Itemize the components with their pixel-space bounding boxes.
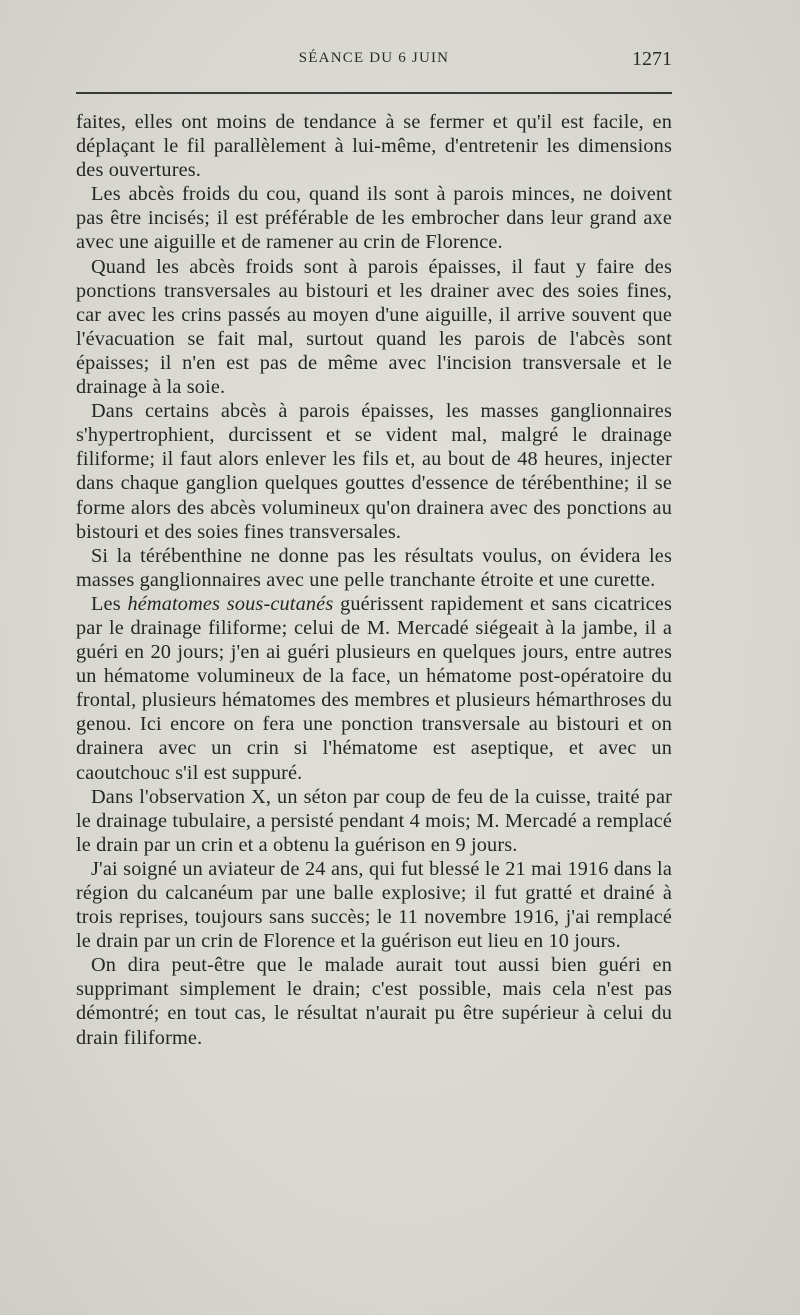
paragraph-aviator: J'ai soigné un aviateur de 24 ans, qui fut blessé le 21 mai 1916 dans la région du calcanéum par une balle explosive; il fut gratté et drainé à trois reprises, toujours sans succès; le 11 novembre 1916, j'ai remplacé le drain par un crin de Florence et la guérison eut lieu en 10 jours. (76, 857, 672, 953)
paragraph-thick-walled-abscess: Quand les abcès froids sont à parois épaisses, il faut y faire des ponctions transversales au bistouri et les drainer avec des soies fines, car avec les crins passés au moyen d'une aiguille, il arrive souvent que l'évacuation se fait mal, surtout quand les parois de l'abcès sont épaisses; il n'en est pas de même avec l'incision transversale et le drainage à la soie. (76, 255, 672, 399)
running-header (76, 50, 672, 76)
running-title: SÉANCE DU 6 JUIN (298, 50, 450, 66)
paragraph-continuation: faites, elles ont moins de tendance à se fermer et qu'il est facile, en déplaçant le fil parallèlement à lui-même, d'entretenir les dimensions des ouvertures. (76, 111, 672, 182)
paragraph-conclusion: On dira peut-être que le malade aurait tout aussi bien guéri en supprimant simplement le drain; c'est possible, mais cela n'est pas démontré; en tout cas, le résultat n'aurait pu être supérieur à celui du drain filiforme. (76, 954, 672, 1049)
paragraph-cold-abscess-neck: Les abcès froids du cou, quand ils sont à parois minces, ne doivent pas être incisés; il est préférable de les embrocher dans leur grand axe avec une aiguille et de ramener au crin de Florence. (76, 183, 672, 254)
paragraph-observation-x: Dans l'observation X, un séton par coup de feu de la cuisse, traité par le drainage tubulaire, a persisté pendant 4 mois; M. Mercadé a remplacé le drain par un crin et a obtenu la guérison en 9 jours. (76, 785, 672, 856)
paragraph-ganglionic-masses: Dans certains abcès à parois épaisses, les masses ganglionnaires s'hypertrophient, durcissent et se vident mal, malgré le drainage filiforme; il faut alors enlever les fils et, au bout de 48 heures, injecter dans chaque ganglion quelques gouttes d'essence de térébenthine; il se forme alors des abcès volumineux qu'on drainera avec des ponctions au bistouri et des soies fines transversales. (76, 400, 672, 543)
paragraph-hematomas-rest: guérissent rapidement et sans cicatrices par le drainage filiforme; celui de M. Mercadé siégeait à la jambe, il a guéri en 20 jours; j'en ai guéri plusieurs en quelques jours, entre autres un hématome volumineux de la face, un hématome post-opératoire du frontal, plusieurs hématomes des membres et plusieurs hémarthroses du genou. Ici encore on fera une ponction transversale au bistouri et on drainera avec un crin si l'hématome est aseptique, et avec un caoutchouc s'il est suppuré. (76, 592, 672, 784)
paragraph-hematomas-lead: Les (91, 592, 128, 615)
hematomas-emphasis: hématomes sous-cutanés (127, 592, 334, 615)
body-text (76, 110, 672, 1050)
header-rule (76, 92, 672, 94)
paragraph-turpentine: Si la térébenthine ne donne pas les résultats voulus, on évidera les masses ganglionnaires avec une pelle tranchante étroite et une curette. (76, 544, 672, 591)
paragraph-hematomas (76, 592, 672, 785)
page-number: 1271 (632, 48, 672, 70)
